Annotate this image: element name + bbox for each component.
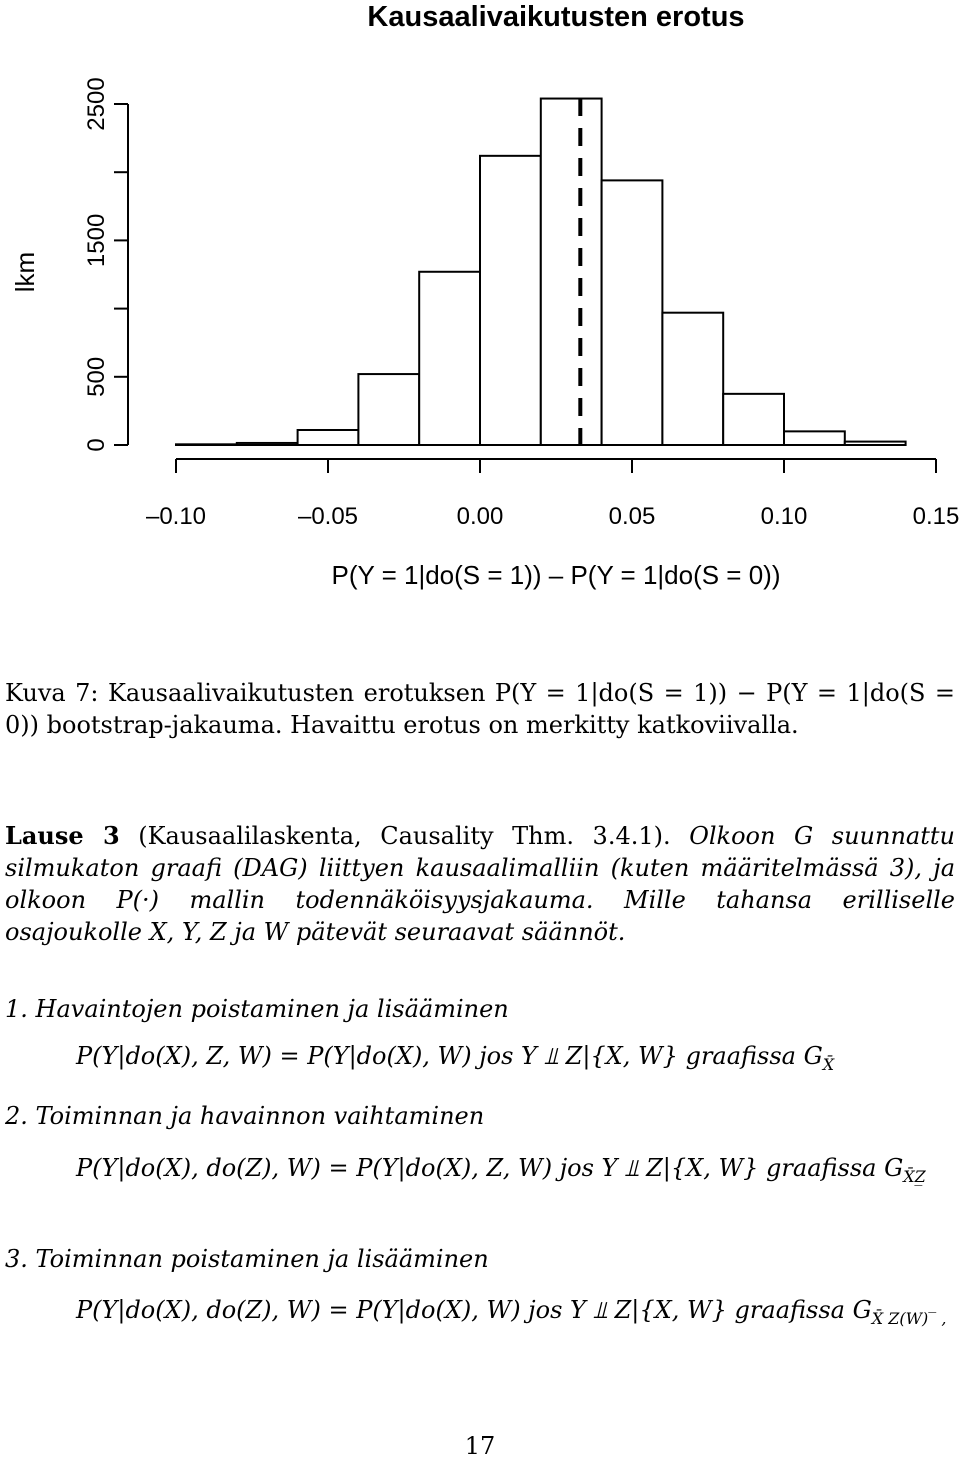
histogram-bar: [541, 99, 602, 445]
histogram-bar: [480, 156, 541, 445]
y-tick-label: 2500: [83, 77, 110, 131]
histogram-chart: [0, 0, 960, 620]
rule-2-title: 2. Toiminnan ja havainnon vaihtaminen: [5, 1102, 485, 1130]
theorem-head: Lause 3: [5, 821, 120, 850]
histogram-bar: [784, 431, 845, 445]
y-axis: [83, 77, 128, 451]
y-axis-label: lkm: [10, 251, 40, 293]
chart-title: Kausaalivaikutusten erotus: [367, 1, 745, 33]
x-tick-label: 0.10: [760, 503, 808, 530]
histogram-bar: [358, 374, 419, 445]
x-tick-label: 0.15: [912, 503, 960, 530]
x-tick-label: 0.00: [456, 503, 504, 530]
x-axis: [146, 459, 959, 530]
theorem-body: Olkoon G suunnattu silmukaton graafi (DAG) liittyen kausaalimalliin (kuten määritelmässä 3), ja olkoon P(·) mallin todennäköisyysjakauma. Mille tahansa erilliselle osajoukolle X, Y, Z ja W pätevät seuraavat säännöt.: [5, 822, 955, 946]
y-tick-label: 500: [83, 356, 110, 397]
histogram-bar: [602, 180, 663, 445]
histogram-bar: [237, 443, 298, 445]
histogram-bar: [845, 442, 906, 445]
theorem-source: (Kausaalilaskenta, Causality Thm. 3.4.1).: [138, 822, 671, 850]
rule-3-graph-sub: X̄ Z(W)‾ ,: [871, 1308, 947, 1328]
rule-1-title: 1. Havaintojen poistaminen ja lisääminen: [5, 995, 509, 1023]
rule-1-formula: [76, 1038, 956, 1083]
rule-3-formula: [76, 1292, 956, 1337]
histogram-bar: [298, 430, 359, 445]
theorem: [5, 820, 955, 948]
histogram-bar: [662, 313, 723, 445]
rule-3-title: 3. Toiminnan poistaminen ja lisääminen: [5, 1245, 489, 1273]
figure-caption: [5, 677, 955, 741]
x-tick-label: 0.05: [608, 503, 656, 530]
x-axis-label: P(Y = 1|do(S = 1)) – P(Y = 1|do(S = 0)): [331, 560, 781, 590]
rule-1-graph-sub: X̄: [822, 1054, 835, 1074]
y-tick-label: 1500: [83, 213, 110, 268]
histogram-bar: [176, 444, 237, 445]
rule-2-formula-text: P(Y|do(X), do(Z), W) = P(Y|do(X), Z, W) jos Y ⫫ Z|{X, W} graafissa G: [76, 1154, 904, 1182]
caption-text: Kuva 7: Kausaalivaikutusten erotuksen P(Y = 1|do(S = 1)) − P(Y = 1|do(S = 0)) bootstrap-jakauma. Havaittu erotus on merkitty katkoviivalla.: [5, 679, 955, 739]
x-tick-label: –0.05: [297, 503, 359, 530]
page-number: 17: [464, 1432, 496, 1460]
rule-1-formula-text: P(Y|do(X), Z, W) = P(Y|do(X), W) jos Y ⫫ Z|{X, W} graafissa G: [76, 1042, 823, 1070]
rule-2-formula: [76, 1150, 956, 1195]
rule-3-formula-text: P(Y|do(X), do(Z), W) = P(Y|do(X), W) jos Y ⫫ Z|{X, W} graafissa G: [76, 1296, 872, 1324]
histogram-bar: [419, 272, 480, 445]
y-tick-label: 0: [83, 438, 110, 452]
rule-2-graph-sub: X̄Z̲: [903, 1166, 926, 1186]
histogram-bars: [176, 99, 906, 445]
x-tick-label: –0.10: [145, 503, 207, 530]
histogram-bar: [723, 394, 784, 445]
